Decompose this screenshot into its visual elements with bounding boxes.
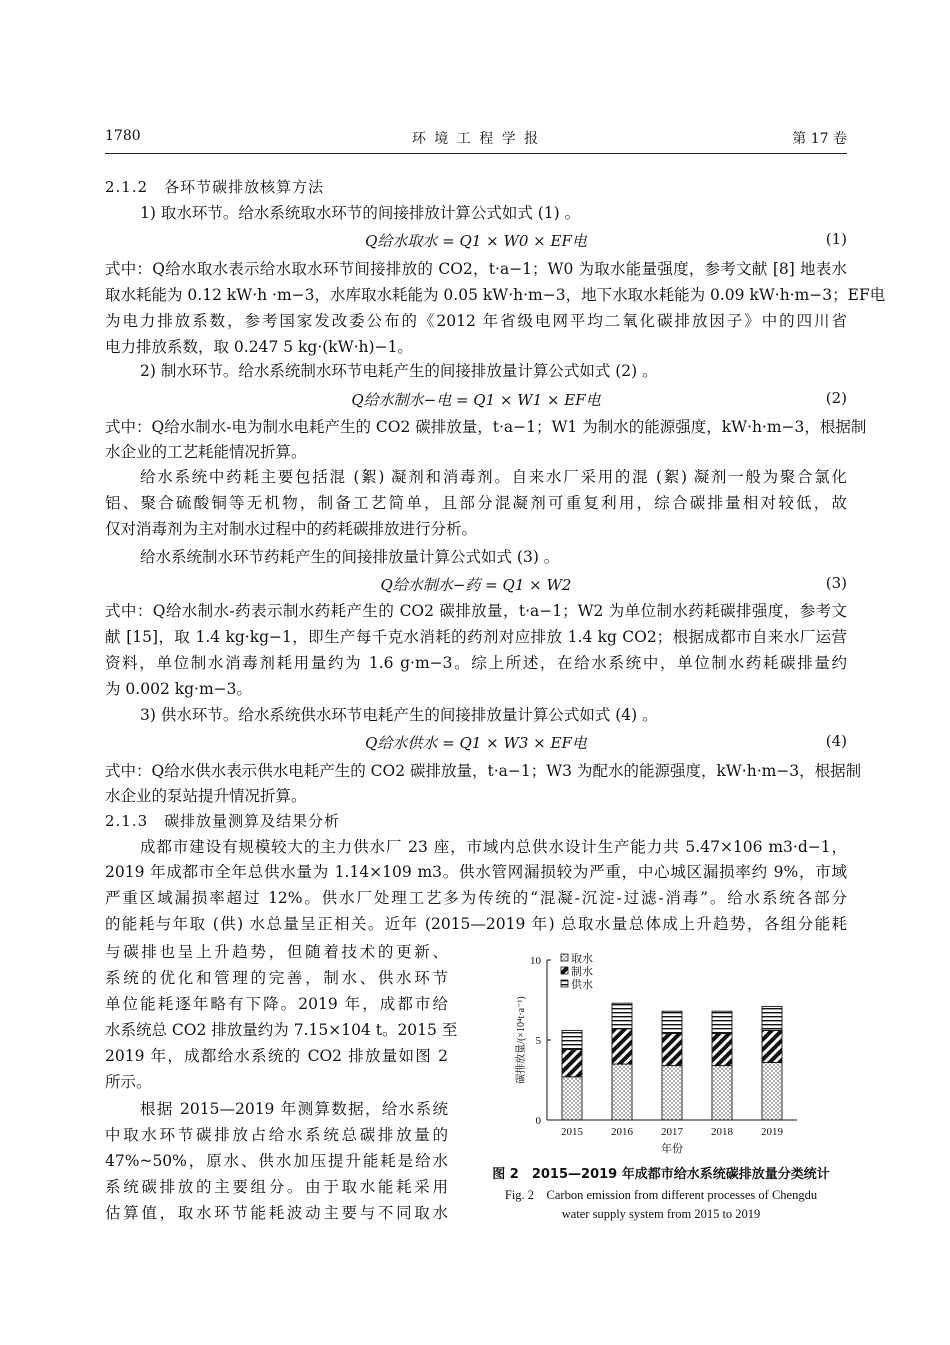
equation-1-number: (1)	[825, 230, 847, 248]
paragraph-chemicals-line: 铝、聚合硫酸铜等无机物，制备工艺简单，且部分混凝剂可重复利用，综合碳排量相对较低，故	[105, 494, 847, 512]
eq2-explanation-line: 式中：Q给水制水-电为制水电耗产生的 CO2 碳排放量，t·a−1；W1 为制水的能源强度，kW·h·m−3，根据制	[105, 418, 867, 436]
left-column-line: 系统的优化和管理的完善，制水、供水环节	[105, 969, 448, 987]
equation-1-formula: Q给水取水 = Q1 × W0 × EF电	[365, 232, 587, 250]
bar-segment-intake	[762, 1062, 782, 1120]
bar-segment-production	[712, 1034, 732, 1066]
eq1-explanation-line: 为电力排放系数，参考国家发改委公布的《2012 年省级电网平均二氧化碳排放因子》中的四川省	[105, 312, 847, 330]
paragraph-intake-intro: 1) 取水环节。给水系统取水环节的间接排放计算公式如式 (1) 。	[140, 204, 581, 222]
bar-segment-production	[662, 1034, 682, 1066]
equation-2-number: (2)	[825, 389, 847, 407]
bar-segment-supply	[762, 1006, 782, 1030]
page-number: 1780	[105, 128, 141, 144]
left-column-line: 中取水环节碳排放占给水系统总碳排放量的	[105, 1126, 448, 1144]
bar-segment-production	[612, 1029, 632, 1064]
y-tick-label: 10	[530, 955, 541, 967]
paragraph-chengdu-line: 2019 年成都市全年总供水量为 1.14×109 m3。供水管网漏损较为严重，中心城区漏损率约 9%，市域	[105, 863, 847, 881]
equation-4-number: (4)	[825, 732, 847, 750]
eq3-explanation-line: 为 0.002 kg·m−3。	[105, 680, 253, 698]
x-tick-label: 2015	[561, 1126, 583, 1138]
equation-4	[105, 732, 847, 752]
bar-segment-supply	[562, 1030, 582, 1049]
legend-swatch	[561, 967, 568, 974]
paragraph-chengdu-line: 的能耗与年取 (供) 水总量呈正相关。近年 (2015—2019 年) 总取水量总体成上升趋势，各组分能耗	[105, 915, 847, 933]
bar-segment-production	[562, 1050, 582, 1077]
x-tick-label: 2016	[611, 1126, 633, 1138]
legend-label: 取水	[571, 953, 593, 965]
bar-segment-intake	[712, 1066, 732, 1120]
left-column-line: 单位能耗逐年略有下降。2019 年，成都市给	[105, 995, 448, 1013]
figure-caption-en-line: Fig. 2 Carbon emission from different processes of Chengdu	[504, 1188, 818, 1202]
y-tick-label: 5	[535, 1035, 541, 1047]
equation-2-formula: Q给水制水−电 = Q1 × W1 × EF电	[351, 391, 601, 409]
x-tick-label: 2018	[711, 1126, 733, 1138]
eq3-explanation-line: 式中：Q给水制水-药表示制水药耗产生的 CO2 碳排放量，t·a−1；W2 为单位制水药耗碳排强度，参考文	[105, 602, 847, 620]
eq4-explanation-line: 水企业的泵站提升情况折算。	[105, 787, 307, 805]
paragraph-chemicals-line: 仅对消毒剂为主对制水过程中的药耗碳排放进行分析。	[105, 520, 478, 538]
paragraph-chemical-emission-intro: 给水系统制水环节药耗产生的间接排放量计算公式如式 (3) 。	[140, 548, 560, 566]
bar-segment-intake	[612, 1064, 632, 1120]
paragraph-chemicals-line: 给水系统中药耗主要包括混 (絮) 凝剂和消毒剂。自来水厂采用的混 (絮) 凝剂一般为聚合氯化	[140, 468, 847, 486]
equation-3	[105, 574, 847, 594]
eq3-explanation-line: 资料，单位制水消毒剂耗用量约为 1.6 g·m−3。综上所述，在给水系统中，单位制水药耗碳排量约	[105, 654, 847, 672]
left-column-line: 估算值，取水环节能耗波动主要与不同取水	[105, 1204, 448, 1222]
equation-2	[105, 389, 847, 409]
paragraph-chengdu-line: 成都市建设有规模较大的主力供水厂 23 座，市域内总供水设计生产能力共 5.47×106 m3·d−1，	[140, 838, 847, 856]
bar-segment-supply	[612, 1003, 632, 1029]
bar-segment-intake	[562, 1077, 582, 1120]
x-tick-label: 2017	[661, 1126, 683, 1138]
left-column-line: 2019 年，成都给水系统的 CO2 排放量如图 2	[105, 1047, 448, 1065]
legend-label: 供水	[571, 979, 593, 991]
left-column-line: 根据 2015—2019 年测算数据，给水系统	[140, 1100, 448, 1118]
eq1-explanation-line: 取水耗能为 0.12 kW·h ·m−3，水库取水耗能为 0.05 kW·h·m−3，地下水取水耗能为 0.09 kW·h·m−3；EF电	[105, 286, 886, 304]
legend-swatch	[561, 954, 568, 961]
eq2-explanation-line: 水企业的工艺耗能情况折算。	[105, 443, 307, 461]
x-axis-label: 年份	[661, 1143, 683, 1155]
eq3-explanation-line: 献 [15]，取 1.4 kg·kg−1，即生产每千克水消耗的药剂对应排放 1.4 kg CO2；根据成都市自来水厂运营	[105, 628, 847, 646]
left-column-line: 47%~50%，原水、供水加压提升能耗是给水	[105, 1152, 448, 1170]
bar-segment-production	[762, 1030, 782, 1062]
left-column-line: 与碳排也呈上升趋势，但随着技术的更新、	[105, 943, 448, 961]
paragraph-production-intro: 2) 制水环节。给水系统制水环节电耗产生的间接排放量计算公式如式 (2) 。	[140, 362, 658, 380]
figure-caption-en-line: water supply system from 2015 to 2019	[561, 1207, 761, 1221]
figure-caption-cn: 图 2 2015—2019 年成都市给水系统碳排放量分类统计	[492, 1167, 830, 1182]
left-column-line: 系统碳排放的主要组分。由于取水能耗采用	[105, 1178, 448, 1196]
y-tick-label: 0	[535, 1115, 541, 1127]
equation-4-formula: Q给水供水 = Q1 × W3 × EF电	[365, 734, 587, 752]
section-heading-2-1-3: 2.1.3 碳排放量测算及结果分析	[105, 812, 341, 830]
equation-3-formula: Q给水制水−药 = Q1 × W2	[380, 576, 572, 594]
header-rule	[105, 153, 847, 154]
figure-caption-en	[470, 1186, 852, 1224]
eq1-explanation-line: 式中：Q给水取水表示给水取水环节间接排放的 CO2，t·a−1；W0 为取水能量强度，参考文献 [8] 地表水	[105, 260, 847, 278]
x-tick-label: 2019	[761, 1126, 783, 1138]
volume-label: 第 17 卷	[792, 131, 847, 147]
bar-segment-intake	[662, 1066, 682, 1120]
bar-segment-supply	[662, 1011, 682, 1033]
left-column-line: 水系统总 CO2 排放量约为 7.15×104 t。2015 至	[105, 1021, 458, 1039]
bar-segment-supply	[712, 1011, 732, 1033]
eq4-explanation-line: 式中：Q给水供水表示供水电耗产生的 CO2 碳排放量，t·a−1；W3 为配水的能源强度，kW·h·m−3，根据制	[105, 762, 862, 780]
y-axis-label: 碳排放量/(×10⁴t·a⁻¹)	[516, 996, 527, 1084]
left-column-line: 所示。	[105, 1073, 152, 1091]
equation-3-number: (3)	[825, 574, 847, 592]
equation-1	[105, 230, 847, 250]
emission-stacked-bar-chart	[505, 948, 805, 1160]
legend-swatch	[561, 980, 568, 987]
section-heading-2-1-2: 2.1.2 各环节碳排放核算方法	[105, 178, 325, 196]
paragraph-supply-intro: 3) 供水环节。给水系统供水环节电耗产生的间接排放量计算公式如式 (4) 。	[140, 706, 658, 724]
legend-label: 制水	[571, 966, 593, 978]
journal-title: 环 境 工 程 学 报	[411, 131, 541, 147]
eq1-explanation-line: 电力排放系数，取 0.247 5 kg·(kW·h)−1。	[105, 338, 413, 356]
paragraph-chengdu-line: 严重区域漏损率超过 12%。供水厂处理工艺多为传统的“混凝-沉淀-过滤-消毒”。给水系统各部分	[105, 889, 847, 907]
